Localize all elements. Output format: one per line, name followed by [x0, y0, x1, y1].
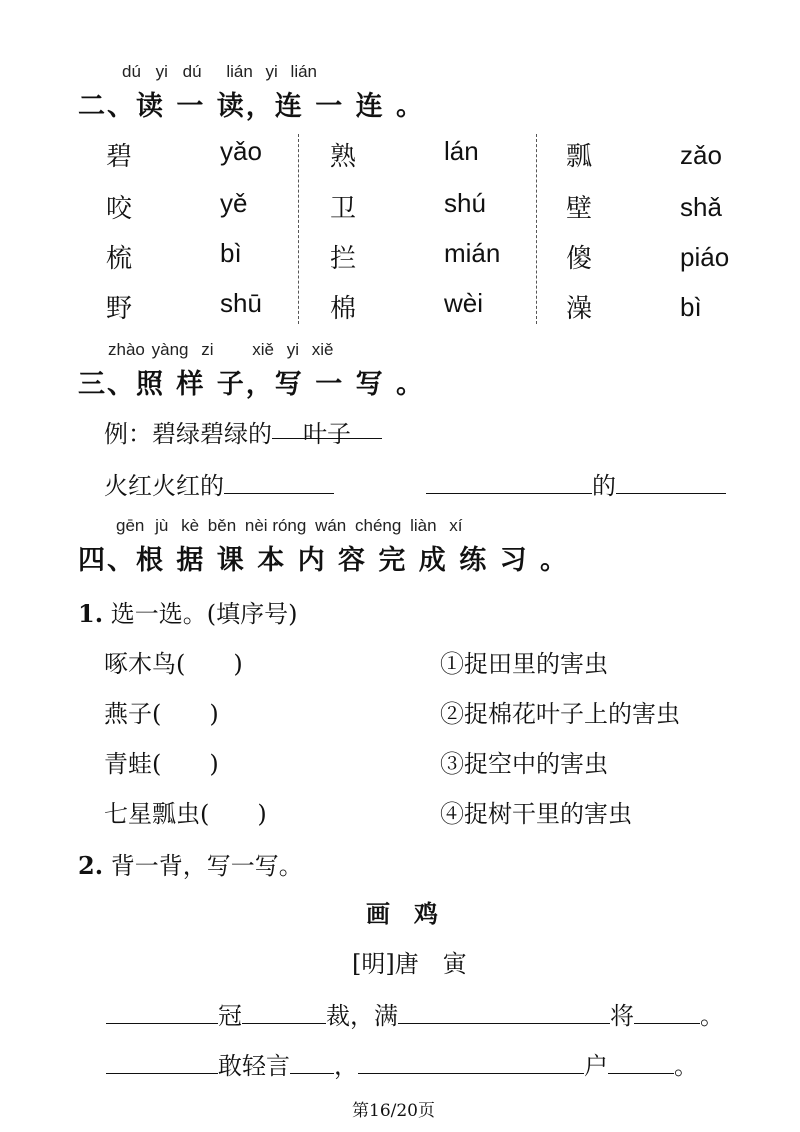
pinyin-cell[interactable]: piáo — [680, 242, 730, 272]
pinyin-cell[interactable]: yǎo — [220, 136, 262, 166]
pinyin-cell[interactable]: shú — [444, 188, 486, 218]
poem-line-2 — [106, 1046, 698, 1081]
pinyin-gen: gēn — [116, 516, 145, 535]
poem-text: 将 — [610, 1002, 634, 1030]
char-cell[interactable]: 壁 — [566, 194, 593, 224]
answer-blank[interactable] — [224, 469, 334, 494]
q1-left-item[interactable]: 燕子( ) — [104, 700, 219, 728]
pinyin-ju: jù — [155, 516, 169, 535]
pinyin-lian: liàn — [410, 516, 437, 535]
pinyin-lian: lián — [226, 62, 253, 81]
pinyin-nei: nèi — [244, 516, 268, 535]
q1-title-text: 选一选。(填序号) — [110, 600, 298, 628]
column-divider — [536, 134, 537, 324]
pinyin-cell[interactable]: lán — [444, 136, 479, 166]
poem-text: 裁，满 — [326, 1002, 398, 1030]
pinyin-cell[interactable]: bì — [220, 238, 242, 268]
page-number: 第16/20页 — [352, 1101, 435, 1121]
poem-blank[interactable] — [106, 999, 218, 1024]
poem-title: 画 鸡 — [366, 899, 438, 928]
q1-option: ①捉田里的害虫 — [440, 650, 608, 678]
poem-blank[interactable] — [106, 1049, 218, 1074]
q1-option: ③捉空中的害虫 — [440, 750, 608, 778]
column-divider — [298, 134, 299, 324]
poem-author: [明]唐 寅 — [352, 950, 467, 978]
pinyin-lian: lián — [290, 62, 318, 81]
example-line — [104, 414, 382, 449]
section4-title: 四、根 据 课 本 内 容 完 成 练 习 。 — [78, 545, 569, 576]
poem-text: 户 — [584, 1052, 608, 1080]
q1-number: 1. — [78, 599, 104, 628]
char-cell[interactable]: 拦 — [330, 244, 357, 274]
pinyin-ke: kè — [181, 516, 200, 535]
pinyin-cell[interactable]: mián — [444, 238, 501, 268]
pinyin-xie: xiě — [252, 340, 274, 359]
pinyin-yi: yi — [286, 340, 299, 359]
fill-label: 的 — [592, 472, 616, 500]
section4-pinyin — [116, 516, 463, 536]
char-cell[interactable]: 澡 — [566, 294, 593, 324]
pinyin-yang: yàng — [151, 340, 189, 359]
char-cell[interactable]: 熟 — [330, 142, 357, 172]
poem-blank[interactable] — [634, 999, 700, 1024]
q1-left-item[interactable]: 青蛙( ) — [104, 750, 219, 778]
poem-blank[interactable] — [358, 1049, 584, 1074]
fill-label: 火红火红的 — [104, 472, 224, 500]
fill-line-1 — [104, 466, 334, 501]
poem-text: 。 — [700, 1002, 724, 1030]
poem-text: 冠 — [218, 1002, 242, 1030]
pinyin-xi: xí — [449, 516, 463, 535]
poem-blank[interactable] — [608, 1049, 674, 1074]
poem-text: 敢轻言 — [218, 1052, 290, 1080]
char-cell[interactable]: 瓢 — [566, 142, 593, 172]
q1-left-item[interactable]: 啄木鸟( ) — [104, 650, 243, 678]
char-cell[interactable]: 卫 — [330, 194, 357, 224]
char-cell[interactable]: 野 — [106, 294, 133, 324]
q2-number: 2. — [78, 851, 104, 880]
fill-line-2 — [426, 466, 726, 501]
char-cell[interactable]: 傻 — [566, 244, 593, 274]
char-cell[interactable]: 碧 — [106, 142, 133, 172]
pinyin-cell[interactable]: bì — [680, 292, 702, 322]
q2-title-text: 背一背，写一写。 — [110, 852, 303, 880]
pinyin-xie: xiě — [311, 340, 334, 359]
example-answer: 叶子 — [272, 414, 382, 439]
char-cell[interactable]: 咬 — [106, 194, 133, 224]
pinyin-ben: běn — [207, 516, 237, 535]
pinyin-cell[interactable]: yě — [220, 188, 248, 218]
pinyin-cell[interactable]: shū — [220, 288, 262, 318]
pinyin-cell[interactable]: zǎo — [680, 140, 722, 170]
pinyin-zi: zi — [201, 340, 214, 359]
pinyin-yi: yi — [265, 62, 278, 81]
example-label: 例：碧绿碧绿的 — [104, 420, 272, 448]
pinyin-du: dú — [122, 62, 141, 81]
poem-blank[interactable] — [242, 999, 326, 1024]
pinyin-cell[interactable]: shǎ — [680, 192, 722, 222]
q2-title — [78, 846, 303, 881]
pinyin-cheng: chéng — [355, 516, 402, 535]
poem-blank[interactable] — [290, 1049, 334, 1074]
section2-title: 二、读 一 读，连 一 连 。 — [78, 91, 425, 122]
poem-line-1 — [106, 996, 724, 1031]
section3-pinyin — [108, 340, 333, 360]
char-cell[interactable]: 梳 — [106, 244, 133, 274]
section3-title: 三、照 样 子，写 一 写 。 — [78, 369, 425, 400]
char-cell[interactable]: 棉 — [330, 294, 357, 324]
pinyin-wan: wán — [315, 516, 347, 535]
pinyin-du: dú — [182, 62, 202, 81]
poem-text: 。 — [674, 1052, 698, 1080]
poem-blank[interactable] — [398, 999, 610, 1024]
answer-blank[interactable] — [616, 469, 726, 494]
answer-blank[interactable] — [426, 469, 592, 494]
pinyin-rong: róng — [272, 516, 307, 535]
pinyin-yi: yi — [155, 62, 168, 81]
q1-left-item[interactable]: 七星瓢虫( ) — [104, 800, 267, 828]
q1-title — [78, 594, 297, 629]
pinyin-zhao: zhào — [108, 340, 145, 359]
poem-text: ， — [334, 1052, 358, 1080]
q1-option: ②捉棉花叶子上的害虫 — [440, 700, 680, 728]
q1-option: ④捉树干里的害虫 — [440, 800, 632, 828]
pinyin-cell[interactable]: wèi — [444, 288, 484, 318]
section2-pinyin — [122, 62, 317, 82]
